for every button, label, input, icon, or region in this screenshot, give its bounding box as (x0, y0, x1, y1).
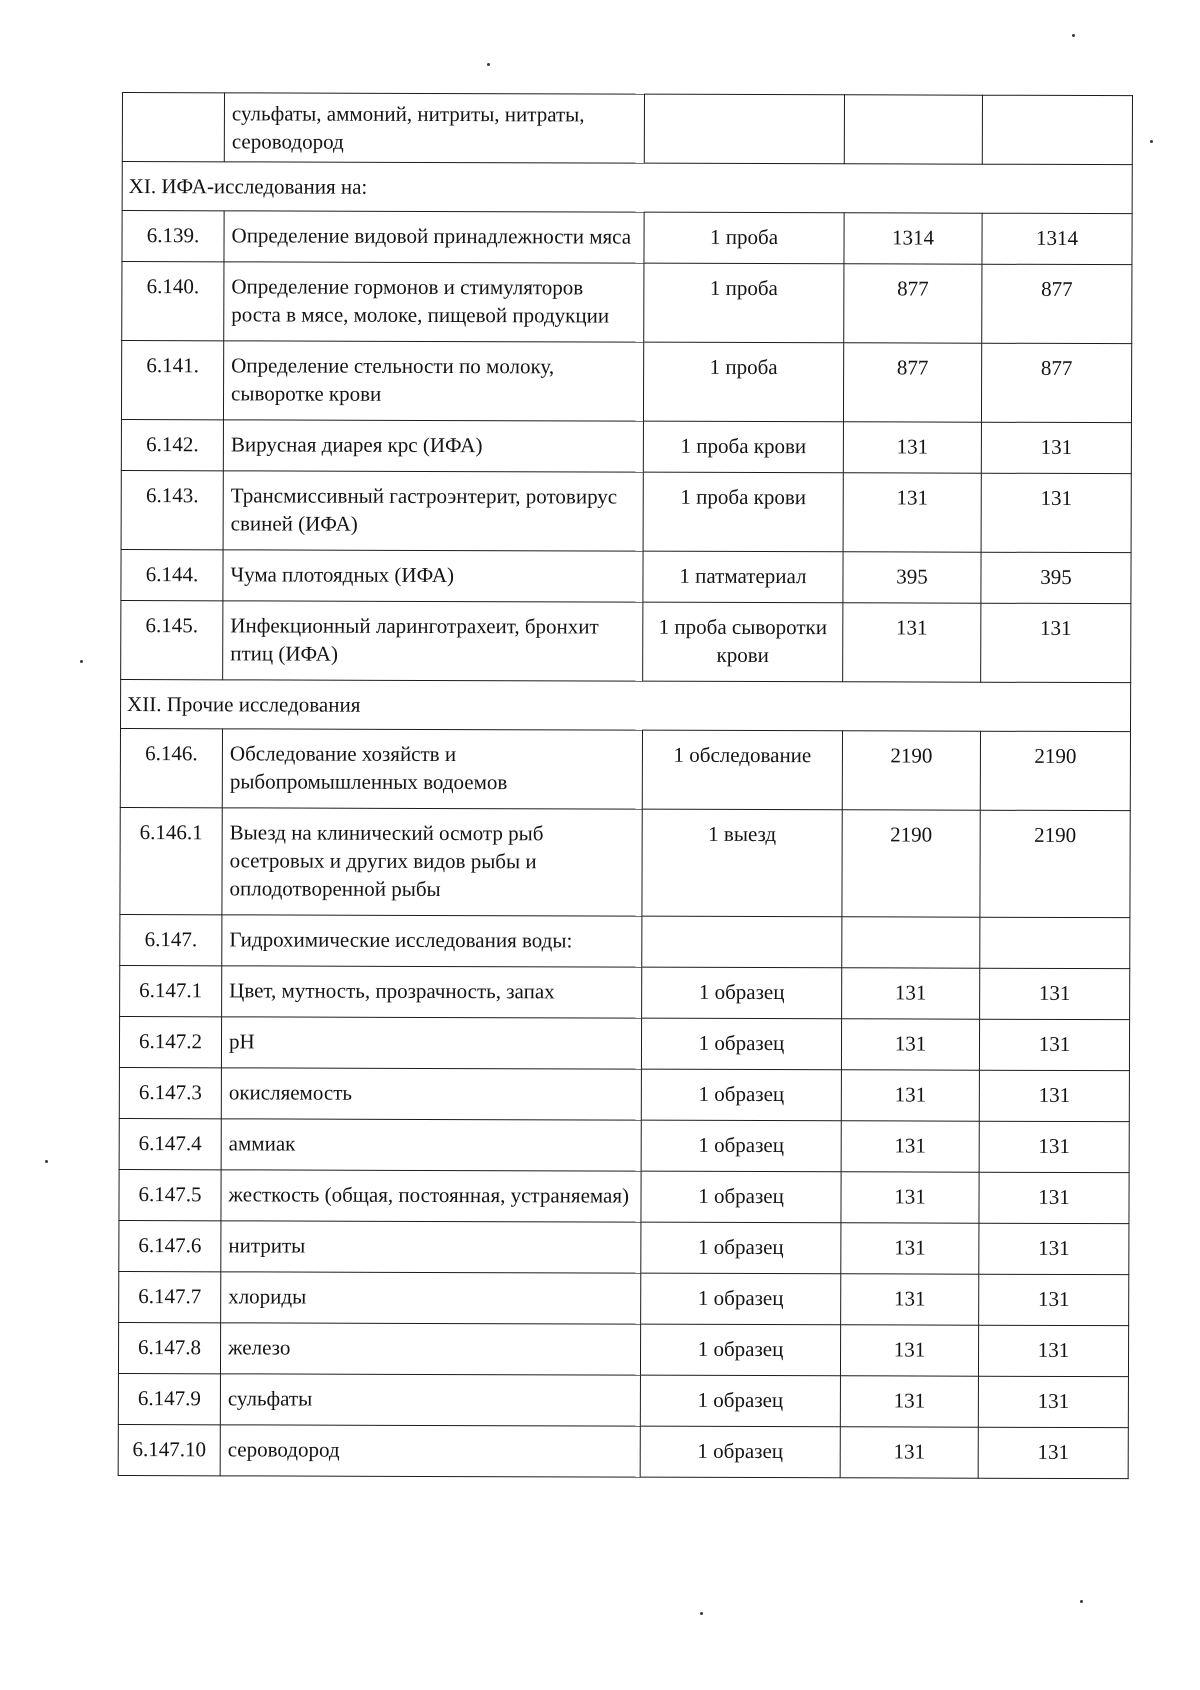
row-unit: 1 обследование (642, 730, 842, 810)
row-name: Инфекционный ларинготрахеит, бронхит птиц (ИФА) (223, 601, 643, 681)
row-name: Определение стельности по молоку, сыворотке крови (223, 341, 643, 421)
row-code: 6.146.1 (120, 807, 222, 914)
row-price-2: 131 (978, 1325, 1128, 1376)
row-name: Вирусная диарея крс (ИФА) (223, 420, 643, 472)
row-price-2: 131 (979, 1121, 1129, 1172)
row-price-2: 131 (978, 1427, 1128, 1478)
row-code: 6.147.8 (118, 1322, 220, 1373)
row-price-2 (980, 917, 1130, 968)
row-price-1: 131 (843, 473, 981, 552)
table-row (122, 93, 1132, 165)
row-unit: 1 проба (643, 342, 843, 422)
row-price-2: 2190 (980, 731, 1130, 810)
row-price-1: 877 (844, 264, 982, 343)
row-code: 6.147.2 (119, 1016, 221, 1067)
row-price-2: 1314 (982, 213, 1132, 264)
row-price-1: 2190 (842, 810, 980, 917)
table-row (119, 1118, 1129, 1172)
row-price-1: 131 (840, 1427, 978, 1478)
row-price-1: 131 (841, 1070, 979, 1121)
row-unit: 1 патматериал (643, 551, 843, 603)
row-price-1: 131 (843, 422, 981, 473)
row-price-1: 131 (840, 1376, 978, 1427)
row-code: 6.143. (121, 470, 223, 549)
row-name: аммиак (221, 1119, 641, 1171)
table-row (118, 1373, 1128, 1427)
section-header-row (122, 162, 1132, 214)
scan-speck (1080, 1600, 1083, 1603)
row-unit: 1 образец (641, 1273, 841, 1325)
row-unit: 1 образец (640, 1426, 840, 1478)
row-unit: 1 образец (640, 1324, 840, 1376)
row-price-1: 877 (843, 343, 981, 422)
row-name: Цвет, мутность, прозрачность, запах (222, 966, 642, 1018)
row-unit (644, 94, 844, 164)
table-row (120, 807, 1130, 917)
table-row (119, 1067, 1129, 1121)
row-unit: 1 выезд (642, 809, 842, 917)
row-unit: 1 образец (641, 1120, 841, 1172)
row-code: 6.147.5 (119, 1169, 221, 1220)
row-price-2: 131 (980, 968, 1130, 1019)
row-price-2: 395 (981, 552, 1131, 603)
row-price-2: 131 (979, 1172, 1129, 1223)
row-price-1: 2190 (842, 731, 980, 810)
table-row (121, 419, 1131, 473)
row-price-1 (842, 917, 980, 968)
table-row (121, 600, 1131, 682)
row-price-1: 131 (841, 1019, 979, 1070)
price-table-body (118, 93, 1132, 1479)
row-code: 6.147.7 (119, 1271, 221, 1322)
row-code: 6.147. (120, 914, 222, 965)
table-row (119, 1220, 1129, 1274)
row-unit: 1 проба (644, 263, 844, 343)
row-name: Трансмиссивный гастроэнтерит, ротовирус свиней (ИФА) (223, 471, 643, 551)
row-name: хлориды (221, 1272, 641, 1324)
row-code: 6.145. (121, 600, 223, 679)
table-row (120, 914, 1130, 968)
row-name: железо (220, 1323, 640, 1375)
row-price-1 (844, 95, 982, 164)
row-price-1: 395 (843, 552, 981, 603)
row-unit: 1 образец (641, 1069, 841, 1121)
row-code (122, 93, 224, 162)
row-price-1: 131 (841, 1172, 979, 1223)
price-table (118, 92, 1133, 1479)
scan-speck (45, 1160, 48, 1163)
row-price-2: 131 (979, 1274, 1129, 1325)
row-price-1: 1314 (844, 213, 982, 264)
row-code: 6.140. (122, 262, 224, 341)
row-code: 6.141. (121, 341, 223, 420)
row-price-2: 131 (979, 1070, 1129, 1121)
row-price-1: 131 (842, 968, 980, 1019)
section-header-row (121, 679, 1131, 731)
row-unit: 1 образец (640, 1375, 840, 1427)
row-price-1: 131 (841, 1223, 979, 1274)
row-unit: 1 проба сыворотки крови (643, 602, 843, 682)
scan-speck (700, 1612, 703, 1615)
row-code: 6.142. (121, 419, 223, 470)
table-row (121, 549, 1131, 603)
row-name: сульфаты (220, 1374, 640, 1426)
scan-speck (80, 660, 83, 663)
table-row (121, 470, 1131, 552)
row-name: окисляемость (221, 1068, 641, 1120)
row-price-2: 131 (981, 473, 1131, 552)
row-unit: 1 проба крови (643, 472, 843, 552)
row-unit: 1 образец (641, 1171, 841, 1223)
row-unit (642, 916, 842, 968)
table-row (119, 1169, 1129, 1223)
row-code: 6.147.1 (120, 965, 222, 1016)
scan-speck (1150, 140, 1153, 143)
row-code: 6.147.4 (119, 1118, 221, 1169)
section-title: XII. Прочие исследования (121, 679, 1131, 731)
row-price-2: 2190 (980, 810, 1130, 917)
row-price-2: 131 (981, 603, 1131, 682)
row-price-1: 131 (841, 1121, 979, 1172)
row-price-2: 877 (982, 264, 1132, 343)
table-row (120, 965, 1130, 1019)
row-code: 6.147.3 (119, 1067, 221, 1118)
scan-speck (487, 63, 490, 66)
row-name: сероводород (220, 1425, 640, 1477)
row-price-2: 131 (979, 1223, 1129, 1274)
row-name: Чума плотоядных (ИФА) (223, 550, 643, 602)
table-row (120, 728, 1130, 810)
table-row (121, 341, 1131, 423)
row-code: 6.147.10 (118, 1424, 220, 1475)
row-name: сульфаты, аммоний, нитриты, нитраты, сероводород (224, 93, 644, 163)
table-row (118, 1322, 1128, 1376)
row-name: pH (221, 1017, 641, 1069)
row-code: 6.139. (122, 211, 224, 262)
row-name: Определение гормонов и стимуляторов роста в мясе, молоке, пищевой продукции (224, 262, 644, 342)
row-price-2: 877 (981, 343, 1131, 422)
row-price-2: 131 (978, 1376, 1128, 1427)
row-price-1: 131 (840, 1325, 978, 1376)
row-price-2 (982, 95, 1132, 164)
row-price-2: 131 (979, 1019, 1129, 1070)
row-code: 6.146. (120, 728, 222, 807)
row-price-2: 131 (981, 422, 1131, 473)
row-unit: 1 проба крови (643, 421, 843, 473)
scan-speck (1072, 34, 1075, 37)
row-name: Гидрохимические исследования воды: (222, 915, 642, 967)
row-unit: 1 образец (642, 967, 842, 1019)
table-row (119, 1271, 1129, 1325)
row-code: 6.147.9 (118, 1373, 220, 1424)
row-name: Выезд на клинический осмотр рыб осетровых и других видов рыбы и оплодотворенной рыбы (222, 808, 642, 916)
row-name: жесткость (общая, постоянная, устраняемая) (221, 1170, 641, 1222)
row-unit: 1 образец (641, 1222, 841, 1274)
table-row (119, 1016, 1129, 1070)
table-row (122, 211, 1132, 265)
row-name: Обследование хозяйств и рыбопромышленных водоемов (222, 729, 642, 809)
table-row (122, 262, 1132, 344)
section-title: XI. ИФА-исследования на: (122, 162, 1132, 214)
row-code: 6.147.6 (119, 1220, 221, 1271)
row-price-1: 131 (843, 603, 981, 682)
row-name: Определение видовой принадлежности мяса (224, 211, 644, 263)
row-unit: 1 проба (644, 212, 844, 264)
row-name: нитриты (221, 1221, 641, 1273)
row-code: 6.144. (121, 549, 223, 600)
row-unit: 1 образец (641, 1018, 841, 1070)
table-row (118, 1424, 1128, 1478)
row-price-1: 131 (841, 1274, 979, 1325)
